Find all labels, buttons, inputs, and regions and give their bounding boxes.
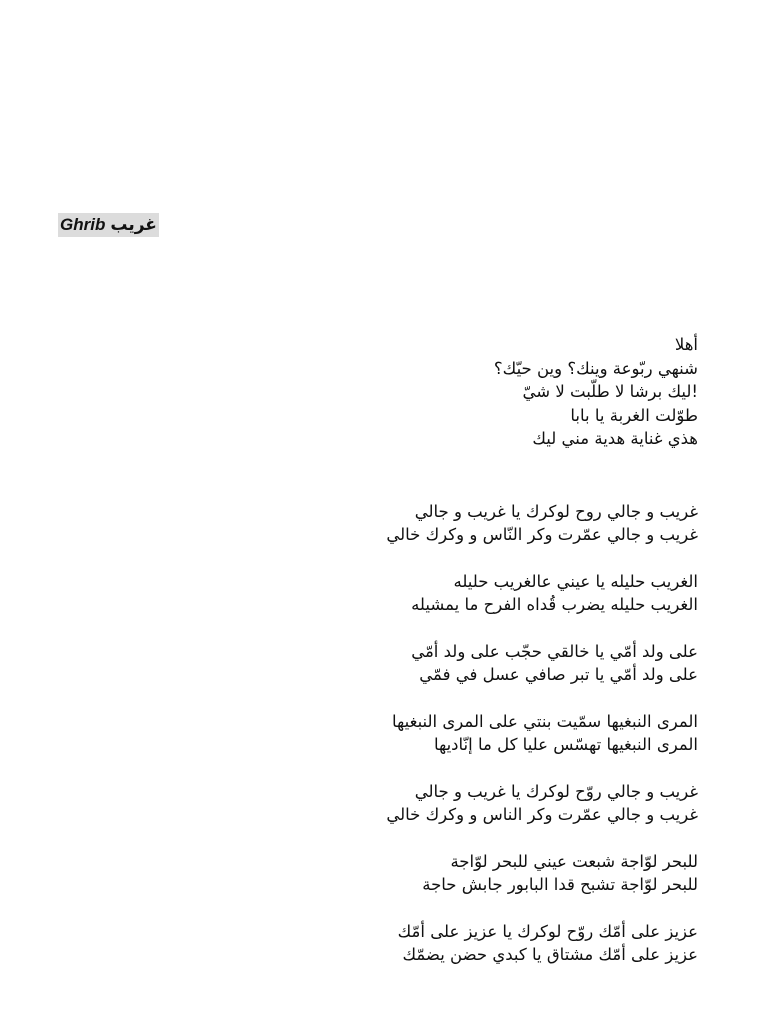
song-title-latin: Ghrib: [60, 215, 106, 234]
lyric-line: عزيز على أمّك روّح لوكرك يا عزيز على أمّك: [397, 921, 698, 941]
stanza: [138, 920, 698, 967]
lyric-line: على ولد أمّي يا خالقي حجّب على ولد أمّي: [411, 641, 698, 661]
lyrics: [138, 333, 698, 990]
intro-line: !ليك برشا لا طلّبت لا شيّ: [522, 382, 698, 401]
lyric-line: على ولد أمّي يا تبر صافي عسل في فمّي: [419, 665, 698, 684]
intro-line: هذي غناية هدية مني ليك: [532, 429, 698, 448]
intro-line: شنهي ربّوعة وينك؟ وين حيّك؟: [493, 358, 698, 378]
intro-line: طوّلت الغربة يا بابا: [570, 405, 698, 425]
song-title: [58, 213, 159, 237]
stanza: [138, 780, 698, 827]
stanza: [138, 570, 698, 617]
lyric-line: المرى النبغيها سمّيت بنتي على المرى النبغيها: [392, 711, 698, 731]
lyric-line: عزيز على أمّك مشتاق يا كبدي حضن يضمّك: [402, 945, 698, 964]
stanza: [138, 710, 698, 757]
intro-line: أهلا: [674, 335, 698, 354]
lyric-line: للبحر لوّاجة تشبح قدا البابور جابش حاجة: [422, 875, 698, 894]
song-title-arabic: غريب: [110, 215, 157, 234]
lyric-line: للبحر لوّاجة شبعت عيني للبحر لوّاجة: [450, 851, 698, 871]
lyric-line: الغريب حليله يضرب قُداه الفرح ما يمشيله: [411, 595, 698, 614]
stanza: [138, 500, 698, 547]
intro-stanza: [138, 333, 698, 451]
lyric-line: المرى النبغيها تهسّس عليا كل ما إنّاديها: [433, 735, 698, 754]
lyric-line: الغريب حليله يا عيني عالغريب حليله: [453, 571, 698, 591]
lyric-line: غريب و جالي روّح لوكرك يا غريب و جالي: [414, 781, 698, 801]
stanza: [138, 640, 698, 687]
lyric-line: غريب و جالي عمّرت وكر الناس و وكرك خالي: [386, 805, 698, 824]
lyric-line: غريب و جالي عمّرت وكر النّاس و وكرك خالي: [386, 525, 698, 544]
lyric-line: غريب و جالي روح لوكرك يا غريب و جالي: [414, 501, 698, 521]
stanza: [138, 850, 698, 897]
